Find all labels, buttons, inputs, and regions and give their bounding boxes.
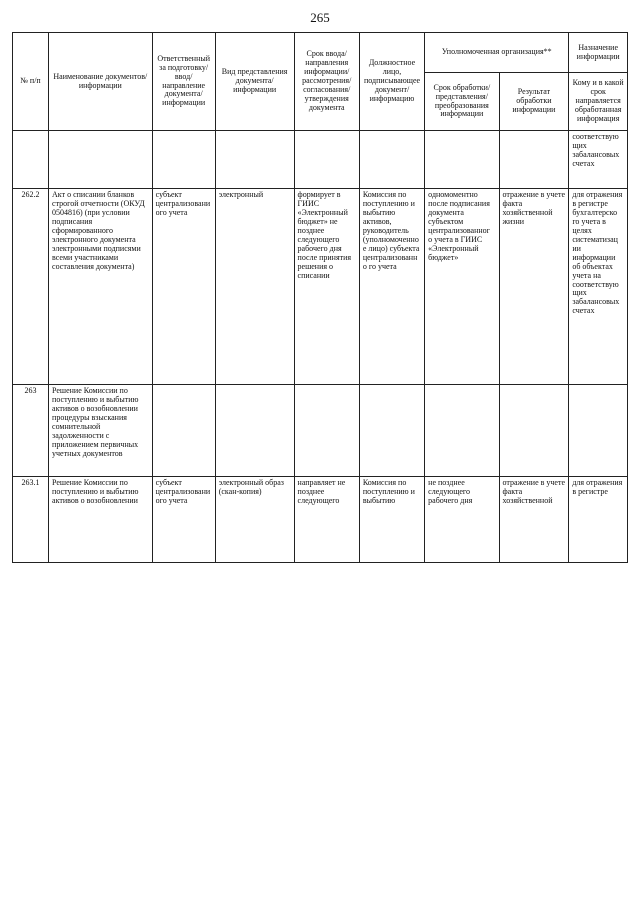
cell-official <box>359 385 424 477</box>
cell-responsible <box>152 131 215 189</box>
cell-recipient: для отражения в регистре бухгалтерско го учета в целях систематизац ии информации об объектах учета на соответствую щих забалансовых счетах <box>569 189 628 385</box>
cell-responsible <box>152 385 215 477</box>
cell-deadline: направляет не позднее следующего <box>294 477 359 563</box>
cell-form <box>215 131 294 189</box>
header-official: Должностное лицо, подписывающее документ/ информацию <box>359 33 424 131</box>
cell-responsible: субъект централизовани ого учета <box>152 477 215 563</box>
cell-recipient: для отражения в регистре <box>569 477 628 563</box>
cell-name: Решение Комиссии по поступлению и выбытию активов о возобновлении процедуры взыскания сомнительной задолженности с приложением первичных учетных документов <box>49 385 153 477</box>
cell-processing-result <box>499 131 569 189</box>
header-name: Наименование документов/информации <box>49 33 153 131</box>
header-deadline: Срок ввода/ направления информации/ рассмотрения/ согласования/ утверждения документа <box>294 33 359 131</box>
table-row <box>13 189 628 385</box>
cell-num <box>13 131 49 189</box>
cell-deadline: формирует в ГИИС «Электронный бюджет» не позднее следующего рабочего дня после принятия решения о списании <box>294 189 359 385</box>
table-row <box>13 131 628 189</box>
header-num: № п/п <box>13 33 49 131</box>
cell-num: 262.2 <box>13 189 49 385</box>
cell-processing-term: не позднее следующего рабочего дня <box>425 477 499 563</box>
table-sheet <box>12 32 628 896</box>
page-number: 265 <box>310 10 330 25</box>
cell-form: электронный <box>215 189 294 385</box>
cell-deadline <box>294 131 359 189</box>
cell-name <box>49 131 153 189</box>
header-recipient: Кому и в какой срок направляется обработанная информация <box>569 73 628 131</box>
procedure-table <box>12 32 628 563</box>
cell-processing-term <box>425 385 499 477</box>
header-responsible: Ответственный за подготовку/ ввод/ направление документа/ информации <box>152 33 215 131</box>
table-row <box>13 385 628 477</box>
cell-recipient: соответствую щих забалансовых счетах <box>569 131 628 189</box>
cell-processing-result: отражение в учете факта хозяйственной жизни <box>499 189 569 385</box>
cell-official: Комиссия по поступлению и выбытию активов, руководитель (уполномоченно е лицо) субъекта централизованно го учета <box>359 189 424 385</box>
cell-num: 263 <box>13 385 49 477</box>
cell-official: Комиссия по поступлению и выбытию <box>359 477 424 563</box>
cell-name: Решение Комиссии по поступлению и выбытию активов о возобновлении <box>49 477 153 563</box>
cell-processing-result: отражение в учете факта хозяйственной <box>499 477 569 563</box>
cell-recipient <box>569 385 628 477</box>
cell-deadline <box>294 385 359 477</box>
header-authorized-org: Уполномоченная организация** <box>425 33 569 73</box>
cell-processing-result <box>499 385 569 477</box>
header-processing-term: Срок обработки/ представления/ преобразования информации <box>425 73 499 131</box>
header-form: Вид представления документа/ информации <box>215 33 294 131</box>
cell-num: 263.1 <box>13 477 49 563</box>
cell-responsible: субъект централизовани ого учета <box>152 189 215 385</box>
header-row-1 <box>13 33 628 73</box>
cell-processing-term <box>425 131 499 189</box>
cell-official <box>359 131 424 189</box>
header-purpose: Назначение информации <box>569 33 628 73</box>
cell-form: электронный образ (скан-копия) <box>215 477 294 563</box>
cell-form <box>215 385 294 477</box>
header-processing-result: Результат обработки информации <box>499 73 569 131</box>
table-row <box>13 477 628 563</box>
cell-processing-term: одномоментно после подписания документа субъектом централизованног о учета в ГИИС «Электронный бюджет» <box>425 189 499 385</box>
cell-name: Акт о списании бланков строгой отчетности (ОКУД 0504816) (при условии подписания сформированного электронного документа электронными подписями всеми участниками составления документа) <box>49 189 153 385</box>
